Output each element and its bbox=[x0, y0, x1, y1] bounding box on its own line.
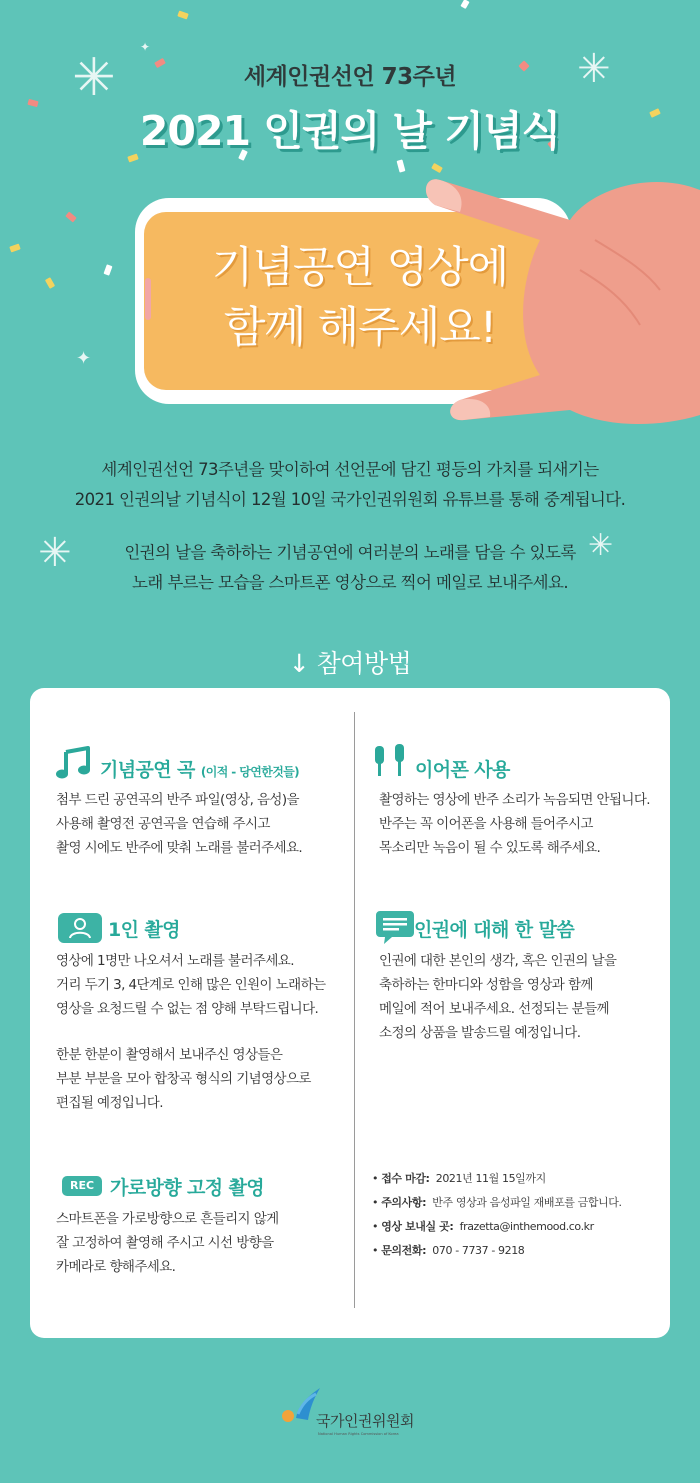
info-item: • 영상 보내실 곳: frazetta@inthemood.co.kr bbox=[372, 1220, 594, 1233]
info-item: • 문의전화: 070 - 7737 - 9218 bbox=[372, 1244, 525, 1257]
message-line: 축하하는 한마디와 성함을 영상과 함께 bbox=[379, 977, 593, 993]
message-line: 인권에 대한 본인의 생각, 혹은 인권의 날을 bbox=[379, 953, 617, 969]
landscape-line: 잘 고정하여 촬영해 주시고 시선 방향을 bbox=[56, 1235, 274, 1251]
intro-paragraph-2 bbox=[0, 538, 700, 598]
org-name: 국가인권위원회 bbox=[316, 1412, 414, 1430]
sparkle-icon: ✳ bbox=[72, 48, 116, 108]
message-description bbox=[379, 949, 616, 1045]
info-value: 2021년 11월 15일까지 bbox=[435, 1172, 546, 1185]
org-name-en: National Human Rights Commission of Korea bbox=[318, 1432, 399, 1436]
solo-line: 편집될 예정입니다. bbox=[56, 1095, 163, 1111]
intro-line: 세계인권선언 73주년을 맞이하여 선언문에 담긴 평등의 가치를 되새기는 bbox=[101, 460, 599, 479]
sparkle-icon: ✳ bbox=[577, 46, 611, 92]
solo-description-2 bbox=[56, 1043, 311, 1115]
person-icon bbox=[58, 913, 102, 943]
sparkle-icon: ✳ bbox=[588, 528, 614, 563]
earphone-line: 반주는 꼭 이어폰을 사용해 들어주시고 bbox=[379, 816, 593, 832]
song-line: 첨부 드린 공연곡의 반주 파일(영상, 음성)을 bbox=[56, 792, 299, 808]
landscape-line: 카메라로 향해주세요. bbox=[56, 1259, 176, 1275]
song-title bbox=[100, 755, 299, 782]
solo-line: 부분 부분을 모아 합창곡 형식의 기념영상으로 bbox=[56, 1071, 311, 1087]
info-label: 접수 마감: bbox=[381, 1172, 430, 1185]
phone-headline-line2: 함께 해주세요! bbox=[223, 303, 497, 353]
info-value[interactable]: frazetta@inthemood.co.kr bbox=[459, 1220, 594, 1233]
solo-line: 한분 한분이 촬영해서 보내주신 영상들은 bbox=[56, 1047, 283, 1063]
solo-line: 영상을 요청드릴 수 없는 점 양해 부탁드립니다. bbox=[56, 1001, 319, 1017]
info-item: • 접수 마감: 2021년 11월 15일까지 bbox=[372, 1172, 546, 1185]
column-divider bbox=[354, 712, 355, 1308]
song-line: 촬영 시에도 반주에 맞춰 노래를 불러주세요. bbox=[56, 840, 303, 856]
earphone-line: 목소리만 녹음이 될 수 있도록 해주세요. bbox=[379, 840, 601, 856]
info-value: 반주 영상과 음성파일 재배포를 금합니다. bbox=[432, 1196, 622, 1209]
section-title bbox=[0, 644, 700, 680]
solo-description bbox=[56, 949, 325, 1021]
page-title: 2021 인권의 날 기념식 bbox=[139, 107, 561, 155]
solo-title: 1인 촬영 bbox=[108, 919, 180, 941]
hand-icon bbox=[420, 160, 700, 460]
song-line: 사용해 촬영전 공연곡을 연습해 주시고 bbox=[56, 816, 270, 832]
speech-bubble-icon bbox=[376, 909, 414, 945]
sparkle-icon: ✳ bbox=[38, 530, 72, 576]
song-title-text: 기념공연 곡 bbox=[100, 759, 195, 781]
phone-headline-line1: 기념공연 영상에 bbox=[211, 243, 509, 293]
arrow-down-icon: ↓ bbox=[288, 649, 310, 678]
header-subtitle: 세계인권선언 73주년 bbox=[243, 64, 457, 90]
earphone-line: 촬영하는 영상에 반주 소리가 녹음되면 안됩니다. bbox=[379, 792, 650, 808]
earphone-icon bbox=[373, 742, 413, 778]
info-label: 문의전화: bbox=[381, 1244, 427, 1257]
earphone-title: 이어폰 사용 bbox=[415, 759, 510, 781]
solo-line: 영상에 1명만 나오셔서 노래를 불러주세요. bbox=[56, 953, 294, 969]
sparkle-icon: ✦ bbox=[140, 40, 151, 54]
section-title-text: 참여방법 bbox=[316, 649, 412, 678]
intro-paragraph-1 bbox=[0, 455, 700, 515]
info-value: 070 - 7737 - 9218 bbox=[432, 1244, 525, 1257]
solo-line: 거리 두기 3, 4단계로 인해 많은 인원이 노래하는 bbox=[56, 977, 326, 993]
song-title-sub: (이적 - 당연한것들) bbox=[200, 765, 300, 779]
landscape-description bbox=[56, 1207, 279, 1279]
intro-line: 2021 인권의날 기념식이 12월 10일 국가인권위원회 유튜브를 통해 중계됩니다. bbox=[74, 490, 626, 509]
info-label: 영상 보내실 곳: bbox=[381, 1220, 454, 1233]
landscape-line: 스마트폰을 가로방향으로 흔들리지 않게 bbox=[56, 1211, 279, 1227]
info-list bbox=[372, 1167, 622, 1263]
intro-line: 노래 부르는 모습을 스마트폰 영상으로 찍어 메일로 보내주세요. bbox=[132, 573, 568, 592]
music-note-icon bbox=[56, 744, 92, 780]
earphone-description bbox=[379, 788, 650, 860]
song-description bbox=[56, 788, 302, 860]
landscape-title: 가로방향 고정 촬영 bbox=[110, 1177, 265, 1199]
message-line: 소정의 상품을 발송드릴 예정입니다. bbox=[379, 1025, 581, 1041]
message-line: 메일에 적어 보내주세요. 선정되는 분들께 bbox=[379, 1001, 609, 1017]
message-title: 인권에 대해 한 말씀 bbox=[414, 919, 575, 941]
rec-badge: REC bbox=[62, 1176, 102, 1196]
info-label: 주의사항: bbox=[381, 1196, 427, 1209]
intro-line: 인권의 날을 축하하는 기념공연에 여러분의 노래를 담을 수 있도록 bbox=[124, 543, 576, 562]
info-item: • 주의사항: 반주 영상과 음성파일 재배포를 금합니다. bbox=[372, 1196, 622, 1209]
sparkle-icon: ✦ bbox=[76, 348, 92, 369]
